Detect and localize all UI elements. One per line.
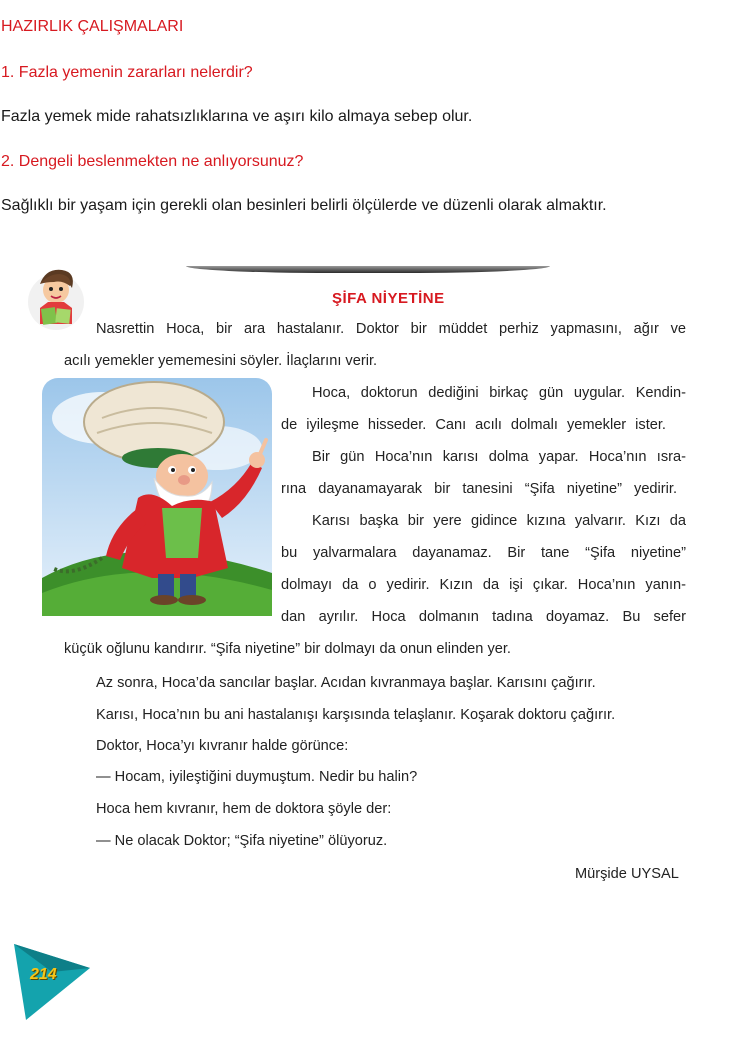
story-line: Hoca, doktorun dediğini birkaç gün uygular. Kendin- bbox=[312, 385, 686, 401]
story-line: Karısı başka bir yere gidince kızına yalvarır. Kızı da bbox=[312, 513, 686, 529]
story-line: Az sonra, Hoca’da sancılar başlar. Acıdan kıvranmaya başlar. Karısını çağırır. bbox=[96, 675, 596, 691]
question-1: 1. Fazla yemenin zararları nelerdir? bbox=[1, 64, 253, 81]
story-line: acılı yemekler yememesini söyler. İlaçlarını verir. bbox=[64, 353, 378, 369]
story-line: Doktor, Hoca’yı kıvranır halde görünce: bbox=[96, 738, 349, 754]
story-line: — Hocam, iyileştiğini duymuştum. Nedir bu halin? bbox=[96, 769, 418, 785]
story-title: ŞİFA NİYETİNE bbox=[332, 290, 445, 307]
story-line: Nasrettin Hoca, bir ara hastalanır. Doktor bir müddet perhiz yapmasını, ağır ve bbox=[96, 321, 686, 337]
story-line: dolmayı da o yedirir. Kızın da işi çıkar. Hoca’nın yanın- bbox=[281, 577, 686, 593]
story-line: küçük oğlunu kandırır. “Şifa niyetine” bir dolmayı da onun elinden yer. bbox=[64, 641, 511, 657]
story-line: Hoca hem kıvranır, hem de doktora şöyle der: bbox=[96, 801, 392, 817]
page-number: 214 bbox=[30, 966, 57, 983]
nasreddin-hoca-illustration bbox=[42, 378, 272, 616]
question-2: 2. Dengeli beslenmekten ne anlıyorsunuz? bbox=[1, 153, 304, 170]
answer-2: Sağlıklı bir yaşam için gerekli olan besinleri belirli ölçülerde ve düzenli olarak almaktır. bbox=[1, 197, 607, 214]
kid-mascot-icon bbox=[26, 262, 86, 334]
story-line: Bir gün Hoca’nın karısı dolma yapar. Hoca’nın ısra- bbox=[312, 449, 686, 465]
story-line: Karısı, Hoca’nın bu ani hastalanışı karşısında telaşlanır. Koşarak doktoru çağırır. bbox=[96, 707, 616, 723]
answer-1: Fazla yemek mide rahatsızlıklarına ve aşırı kilo almaya sebep olur. bbox=[1, 108, 473, 125]
story-header-bar bbox=[186, 266, 550, 273]
story-line: rına dayanamayarak bir tanesini “Şifa niyetine” yedirir. bbox=[281, 481, 677, 497]
story-line: dan ayrılır. Hoca dolmanın tadına doyamaz. Bu sefer bbox=[281, 609, 686, 625]
section-title: HAZIRLIK ÇALIŞMALARI bbox=[1, 18, 184, 35]
story-line: bu yalvarmalara dayanamaz. Bir tane “Şifa niyetine” bbox=[281, 545, 686, 561]
story-line: — Ne olacak Doktor; “Şifa niyetine” ölüyoruz. bbox=[96, 833, 388, 849]
story-author: Mürşide UYSAL bbox=[575, 866, 679, 882]
story-line: de iyileşme hisseder. Canı acılı dolmalı yemekler ister. bbox=[281, 417, 666, 433]
page-number-badge bbox=[12, 942, 92, 1027]
